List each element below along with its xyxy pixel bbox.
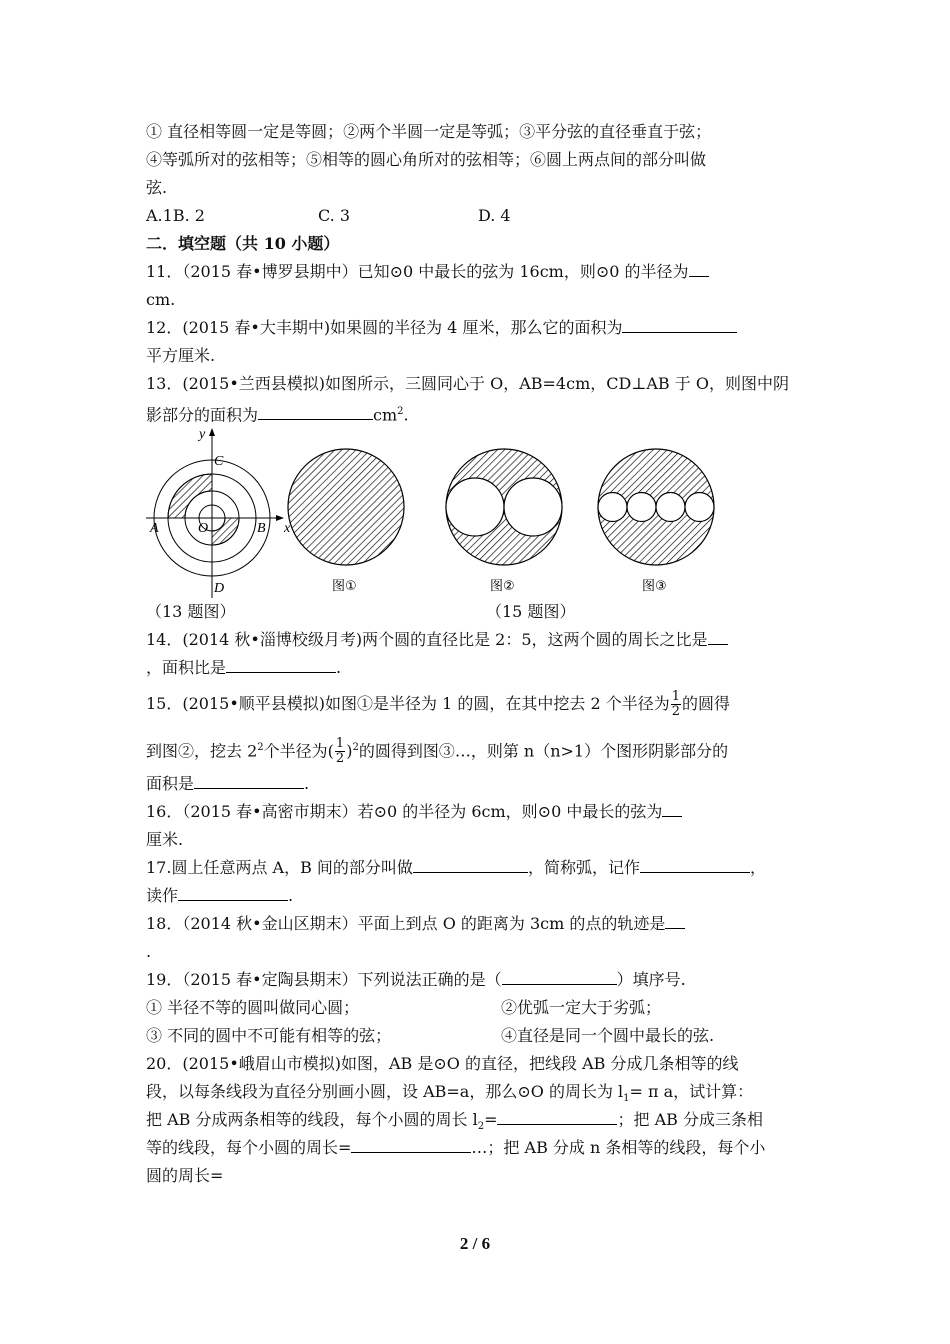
q13-line1: 13．(2015•兰西县模拟)如图所示，三圆同心于 O，AB=4cm，CD⊥AB 于 O，则图中阴: [146, 374, 789, 393]
q18-line2: .: [146, 942, 152, 961]
figure-2-label: 图②: [490, 579, 515, 594]
answer-blank[interactable]: [502, 966, 617, 985]
q16-line2: 厘米.: [146, 830, 184, 849]
answer-blank[interactable]: [194, 770, 304, 789]
q14-line2: ，面积比是 .: [146, 654, 816, 682]
axis-y-label: y: [199, 427, 206, 442]
worksheet-page: [146, 118, 816, 1190]
q10-statement-line3: 弦.: [146, 178, 168, 197]
answer-blank[interactable]: [708, 626, 728, 645]
figure-1-label: 图①: [332, 579, 357, 594]
figure-15-3: [598, 449, 714, 594]
q16-line1: 16．（2015 春•高密市期末）若⊙0 的半径为 6cm，则⊙0 中最长的弦为: [146, 798, 816, 826]
q19-options-row2: ③ 不同的圆中不可能有相等的弦； ④直径是同一个圆中最长的弦.: [146, 1026, 715, 1045]
caption-15: （15 题图）: [486, 602, 576, 621]
answer-blank[interactable]: [351, 1134, 471, 1153]
caption-13: （13 题图）: [146, 602, 236, 621]
q11-line2: cm.: [146, 290, 176, 309]
q20-line1: 20．(2015•峨眉山市模拟)如图，AB 是⊙O 的直径，把线段 AB 分成几条相等的线: [146, 1054, 739, 1073]
answer-blank[interactable]: [178, 882, 288, 901]
q13-line2: 影部分的面积为 $cm^2$.: [146, 398, 816, 426]
figure-13-diagram: [146, 427, 291, 598]
figure-15-2: [446, 449, 562, 594]
section-heading: 二．填空题（共 10 小题）: [146, 234, 340, 253]
q10-statement-line2: ④等弧所对的弦相等；⑤相等的圆心角所对的弦相等；⑥圆上两点间的部分叫做: [146, 150, 707, 169]
q17-line1: 17.圆上任意两点 A，B 间的部分叫做 ，简称弧，记作 ，: [146, 854, 816, 882]
fraction-half: $\frac{1}{2}$: [671, 689, 680, 719]
point-c-label: C: [214, 454, 224, 469]
answer-blank[interactable]: [665, 910, 685, 929]
q20-line2: 段，以每条线段为直径分别画小圆，设 AB=a，那么⊙O 的周长为 $l_1= \pi$ a，试计算：: [146, 1082, 754, 1105]
captions-line: [146, 598, 816, 626]
q17-line2: 读作 .: [146, 882, 816, 910]
answer-blank[interactable]: [226, 654, 336, 673]
q20-line4: 等的线段，每个小圆的周长= …；把 AB 分成 n 条相等的线段，每个小: [146, 1134, 816, 1162]
q15-line1: 15．(2015•顺平县模拟)如图①是半径为 1 的圆，在其中挖去 2 个半径为 $\frac{1}{2}$ 的圆得: [146, 689, 731, 719]
answer-blank[interactable]: [497, 1106, 617, 1125]
q20-line5: 圆的周长=: [146, 1166, 224, 1185]
point-a-label: A: [150, 521, 159, 536]
point-o-label: O: [198, 521, 209, 536]
figures-svg: [146, 426, 816, 598]
q10-option-c: C. 3: [318, 206, 351, 225]
figure-3-label: 图③: [642, 579, 667, 594]
q19-line1: 19．（2015 春•定陶县期末）下列说法正确的是（ ）填序号.: [146, 966, 816, 994]
point-d-label: D: [214, 581, 225, 596]
q19-options-row1: ① 半径不等的圆叫做同心圆； ②优弧一定大于劣弧；: [146, 998, 662, 1017]
fraction-half: $\frac{1}{2}$: [335, 736, 345, 767]
q18-line1: 18．（2014 秋•金山区期末）平面上到点 O 的距离为 3cm 的点的轨迹是: [146, 910, 816, 938]
q10-statement-line1: ① 直径相等圆一定是等圆；②两个半圆一定是等弧；③平分弦的直径垂直于弦；: [146, 122, 712, 141]
answer-blank[interactable]: [662, 798, 682, 817]
figure-15-1: [288, 449, 404, 594]
q12-line2: 平方厘米.: [146, 346, 216, 365]
q20-line3: 把 AB 分成两条相等的线段，每个小圆的周长 $l_2=$ ；把 AB 分成三条相: [146, 1106, 816, 1134]
answer-blank[interactable]: [689, 258, 709, 277]
q10-options: [146, 202, 816, 230]
answer-blank[interactable]: [622, 314, 737, 333]
q11-line1: 11．（2015 春•博罗县期中）已知⊙0 中最长的弦为 16cm，则⊙0 的半径为: [146, 258, 816, 286]
point-b-label: B: [257, 521, 266, 536]
axis-x-label: x: [284, 521, 291, 536]
answer-blank[interactable]: [413, 854, 528, 873]
answer-blank[interactable]: [258, 401, 373, 420]
page-number: 2 / 6: [459, 1234, 491, 1253]
q10-option-ab: A.1B. 2: [146, 206, 205, 225]
q15-line2: 到图②，挖去 $2^2$个半径为( $\frac{1}{2}$ )$^2$的圆得到图③…，则第 n（n>1）个图形阴影部分的: [146, 736, 729, 767]
q10-option-d: D. 4: [478, 206, 511, 225]
q15-line3: 面积是 .: [146, 770, 816, 798]
q12-line1: 12．(2015 春•大丰期中)如果圆的半径为 4 厘米，那么它的面积为: [146, 314, 816, 342]
q14-line1: 14．(2014 秋•淄博校级月考)两个圆的直径比是 2：5，这两个圆的周长之比是: [146, 626, 816, 654]
answer-blank[interactable]: [640, 854, 750, 873]
figures-row: [146, 426, 816, 598]
